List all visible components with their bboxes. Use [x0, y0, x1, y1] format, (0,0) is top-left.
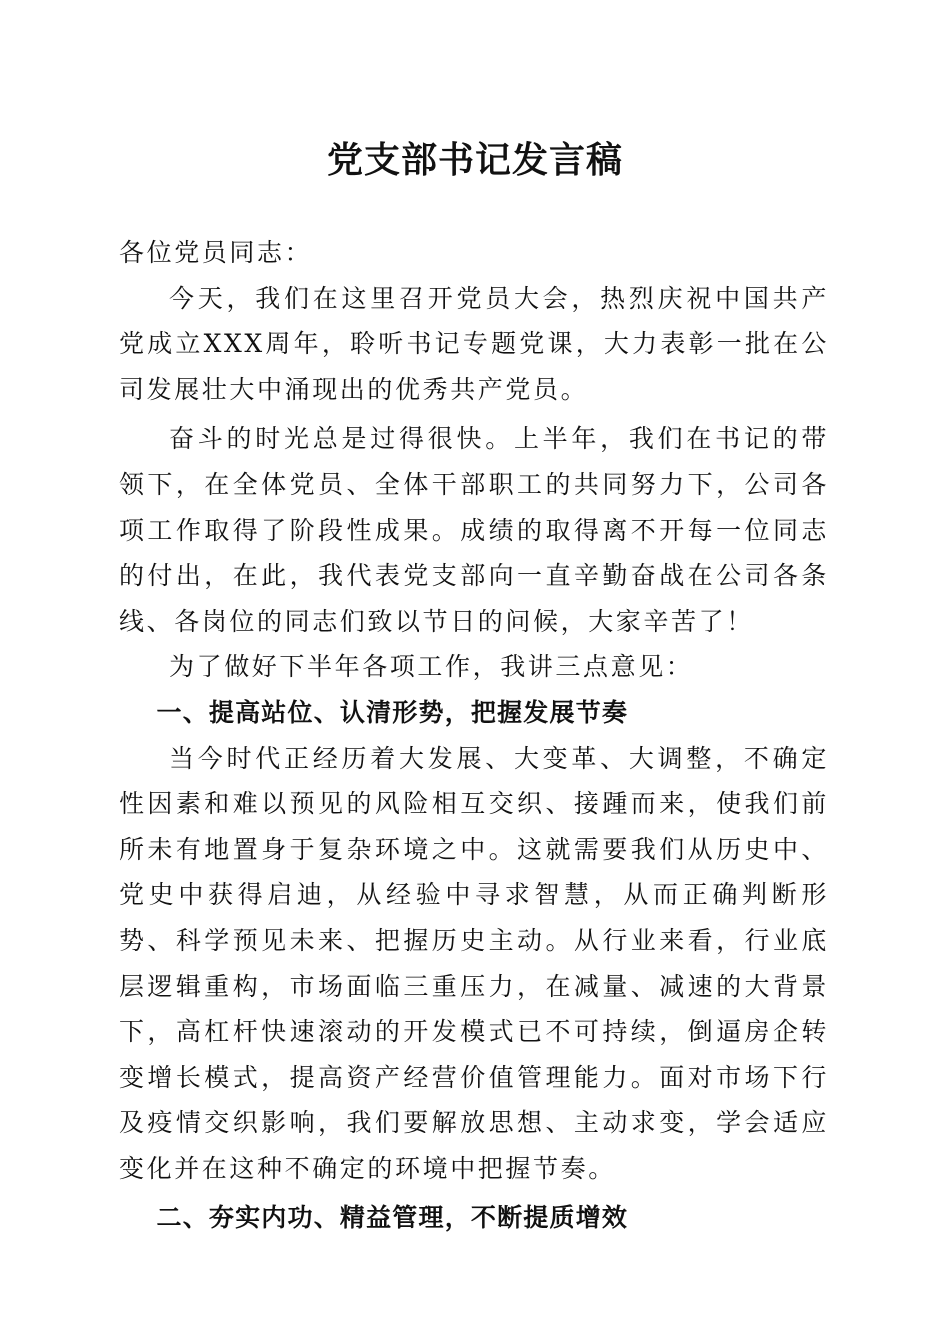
section-heading-1: 一、提高站位、认清形势，把握发展节奏: [156, 697, 629, 727]
paragraph-opening: 今天，我们在这里召开党员大会，热烈庆祝中国共产党成立XXX周年，聆听书记专题党课，大力表彰一批在公司发展壮大中涌现出的优秀共产党员。: [119, 283, 829, 404]
paragraph-three-points: 为了做好下半年各项工作，我讲三点意见：: [169, 652, 694, 682]
paragraph-achievements: 奋斗的时光总是过得很快。上半年，我们在书记的带领下，在全体党员、全体干部职工的共同努力下，公司各项工作取得了阶段性成果。成绩的取得离不开每一位同志的付出，在此，我代表党支部向一直辛勤奋战在公司各条线、各岗位的同志们致以节日的问候，大家辛苦了！: [119, 424, 829, 636]
paragraph-section-1: 当今时代正经历着大发展、大变革、大调整，不确定性因素和难以预见的风险相互交织、接踵而来，使我们前所未有地置身于复杂环境之中。这就需要我们从历史中、党史中获得启迪，从经验中寻求智慧，从而正确判断形势、科学预见未来、把握历史主动。从行业来看，行业底层逻辑重构，市场面临三重压力，在减量、减速的大背景下，高杠杆快速滚动的开发模式已不可持续，倒逼房企转变增长模式，提高资产经营价值管理能力。面对市场下行及疫情交织影响，我们要解放思想、主动求变，学会适应变化并在这种不确定的环境中把握节奏。: [119, 743, 829, 1183]
greeting: 各位党员同志：: [119, 238, 313, 267]
document-title: 党支部书记发言稿: [326, 139, 623, 181]
document-body: [119, 230, 829, 1241]
section-heading-2: 二、夯实内功、精益管理，不断提质增效: [156, 1203, 629, 1233]
